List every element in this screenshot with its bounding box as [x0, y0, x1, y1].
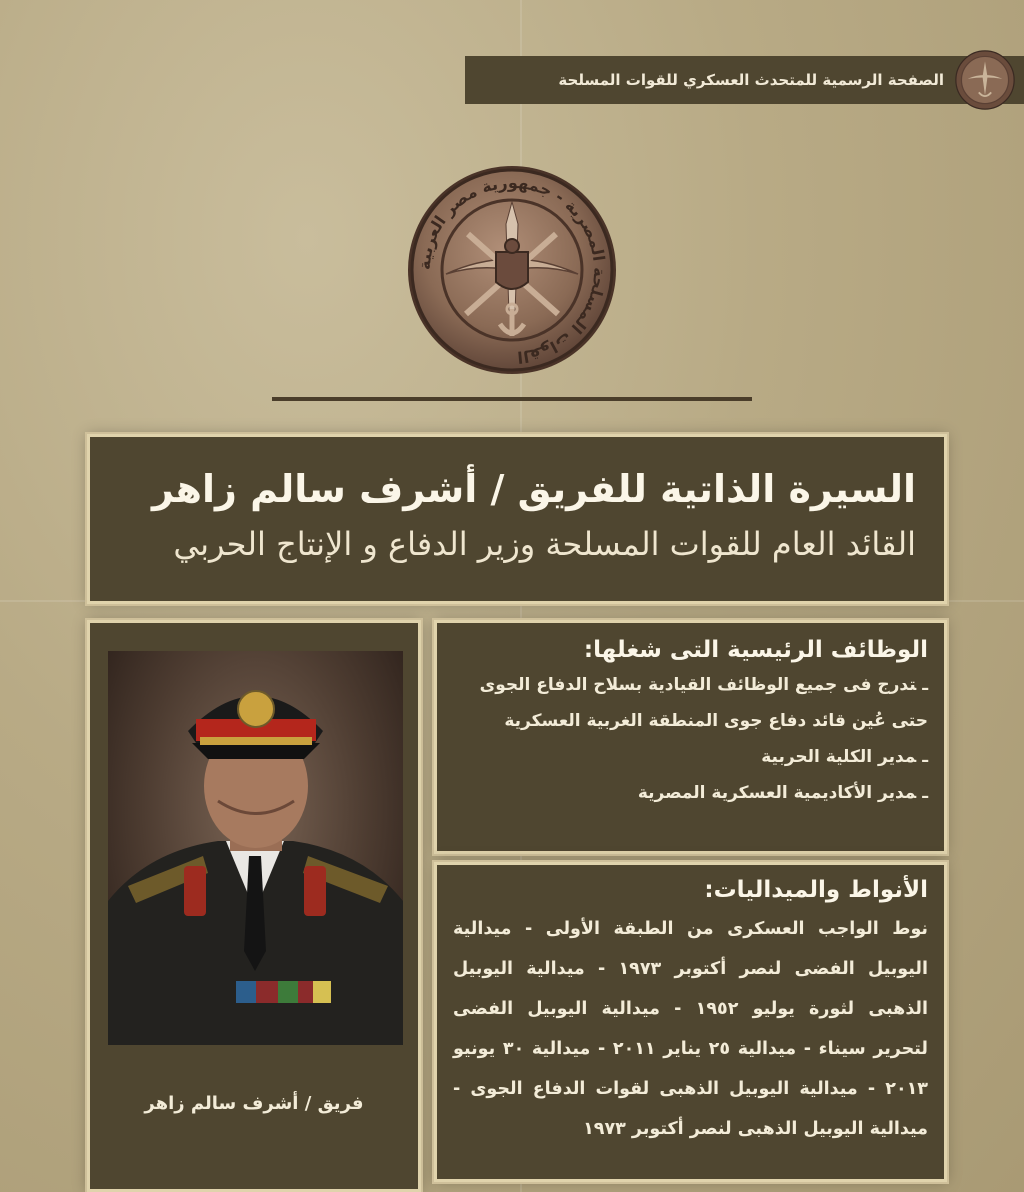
official-page-label: الصفحة الرسمية للمتحدث العسكري للقوات المسلحة — [558, 71, 944, 89]
page-title: السيرة الذاتية للفريق / أشرف سالم زاهر — [152, 467, 916, 511]
armed-forces-seal-icon — [954, 49, 1016, 111]
jobs-heading: الوظائف الرئيسية التى شغلها: — [583, 637, 928, 663]
portrait-caption: فريق / أشرف سالم زاهر — [144, 1093, 364, 1114]
emblem-ring-text: القوات المسلحة المصرية - جمهورية مصر العربية — [414, 172, 610, 367]
portrait-box — [87, 620, 421, 1192]
job-item: ـمدير الكلية الحربية — [761, 747, 928, 767]
jobs-box — [434, 620, 947, 854]
medals-box — [434, 862, 947, 1182]
officer-portrait-icon — [108, 651, 403, 1045]
job-item: ـتدرج فى جميع الوظائف القيادية بسلاح الدفاع الجوى حتى عُين قائد دفاع جوى المنطقة الغربية العسكرية — [479, 675, 928, 731]
job-item-text: مدير الكلية الحربية — [761, 747, 917, 767]
portrait-photo — [108, 651, 403, 1045]
divider — [272, 397, 752, 401]
page-subtitle: القائد العام للقوات المسلحة وزير الدفاع و الإنتاج الحربي — [173, 525, 916, 563]
medals-heading: الأنواط والميداليات: — [704, 877, 928, 903]
medals-text: نوط الواجب العسكرى من الطبقة الأولى - ميدالية اليوبيل الفضى لنصر أكتوبر ١٩٧٣ - ميدالية اليوبيل الذهبى لثورة يوليو ١٩٥٢ - ميدالية اليوبيل الفضى لتحرير سيناء - ميدالية ٢٥ يناير ٢٠١١ - ميدالية ٣٠ يونيو ٢٠١٣ - ميدالية اليوبيل الذهبى لقوات الدفاع الجوى - ميدالية اليوبيل الذهبى لنصر أكتوبر ١٩٧٣ — [453, 919, 928, 1139]
header-banner — [465, 56, 1024, 104]
job-item-text: مدير الأكاديمية العسكرية المصرية — [637, 783, 917, 803]
title-box — [87, 434, 947, 604]
egyptian-armed-forces-emblem-icon — [406, 164, 618, 376]
job-item-text: تدرج فى جميع الوظائف القيادية بسلاح الدفاع الجوى حتى عُين قائد دفاع جوى المنطقة الغربية العسكرية — [479, 675, 928, 731]
job-item: ـمدير الأكاديمية العسكرية المصرية — [637, 783, 928, 803]
